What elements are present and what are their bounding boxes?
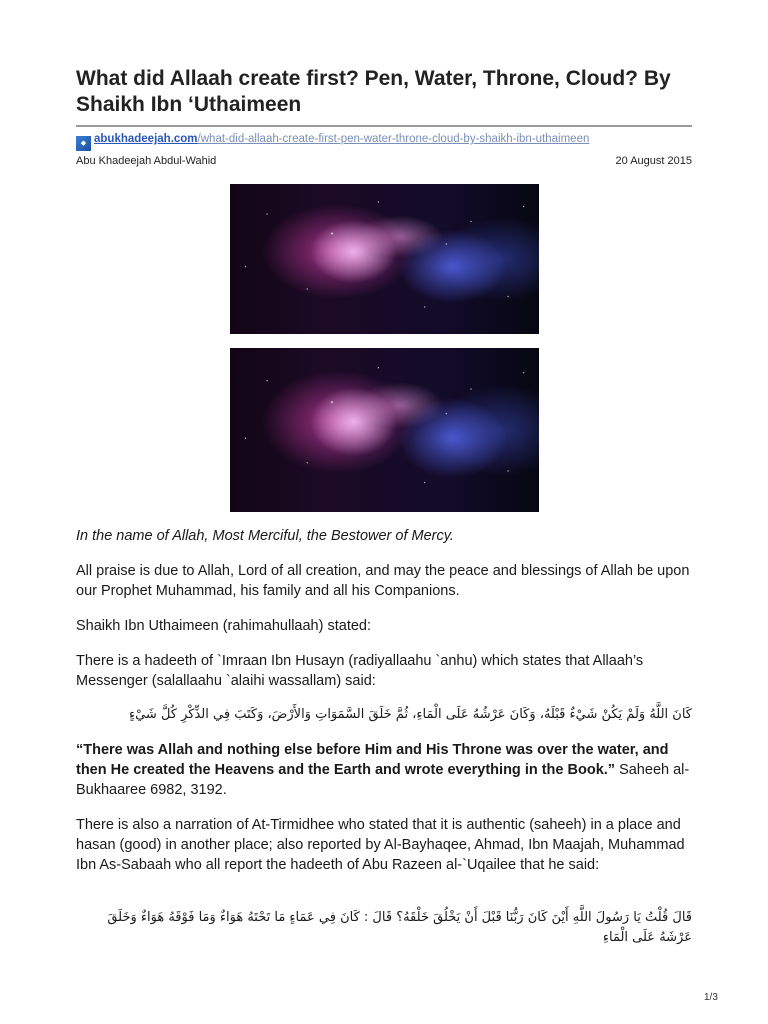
author-name: Abu Khadeejah Abdul-Wahid (76, 155, 217, 167)
narration-paragraph: There is also a narration of At-Tirmidhee who stated that it is authentic (saheeh) in a place and hasan (good) in another place; also reported by Al-Bayhaqee, Ahmad, Ibn Maajah, Muhammad Ibn As-Sabaah who all report the hadeeth of Abu Razeen al-`Uqailee that he said: (76, 817, 685, 873)
intro-paragraph: Shaikh Ibn Uthaimeen (rahimahullaah) stated: (76, 618, 371, 634)
nebula-image (230, 348, 539, 512)
translation-reference: Saheeh al-Bukhaaree 6982, 3192. (76, 762, 690, 798)
hadeeth-intro-paragraph: There is a hadeeth of `Imraan Ibn Husayn (radiyallaahu `anhu) which states that Allaah’s Messenger (salallaahu `alaihi wassallam) said: (76, 653, 644, 689)
star-field (230, 184, 539, 334)
page-number: 1/3 (704, 992, 718, 1003)
translation-paragraph (76, 740, 692, 800)
praise-paragraph: All praise is due to Allah, Lord of all creation, and may the peace and blessings of Allah be upon our Prophet Muhammad, his family and all his Companions. (76, 563, 690, 599)
source-path-link[interactable]: /what-did-allaah-create-first-pen-water-throne-cloud-by-shaikh-ibn-uthaimeen (197, 133, 590, 145)
basmala-text: In the name of Allah, Most Merciful, the Bestower of Mercy. (76, 528, 454, 544)
translation-text: “There was Allah and nothing else before Him and His Throne was over the water, and then He created the Heavens and the Earth and wrote everything in the Book.” (76, 742, 669, 778)
title-divider (76, 125, 692, 127)
site-favicon-icon: ◆ (76, 136, 91, 151)
source-domain-link[interactable]: abukhadeejah.com (94, 133, 198, 145)
nebula-image (230, 184, 539, 334)
publish-date: 20 August 2015 (615, 155, 692, 167)
star-field (230, 348, 539, 512)
arabic-hadeeth-1: كَانَ اللَّهُ وَلَمْ يَكُنْ شَيْءٌ قَبْلَهُ، وَكَانَ عَرْشُهُ عَلَى الْمَاءِ، ثُمَّ خَلَقَ السَّمَوَاتِ وَالأَرْضَ، وَكَتَبَ فِي الذِّكْرِ كُلَّ شَيْءٍ (128, 707, 692, 722)
arabic-hadeeth-2: قَالَ قُلْتُ يَا رَسُولَ اللَّهِ أَيْنَ كَانَ رَبُّنَا قَبْلَ أَنْ يَخْلُقَ خَلْقَهُ؟ قَالَ : كَانَ فِي عَمَاءٍ مَا تَحْتَهُ هَوَاءٌ وَمَا فَوْقَهُ هَوَاءٌ وَخَلَقَ عَرْشَهُ عَلَى الْمَاءِ (107, 910, 692, 945)
source-link-line[interactable] (76, 131, 589, 147)
article-title: What did Allaah create first? Pen, Water, Throne, Cloud? By Shaikh Ibn ‘Uthaimeen (76, 67, 671, 116)
